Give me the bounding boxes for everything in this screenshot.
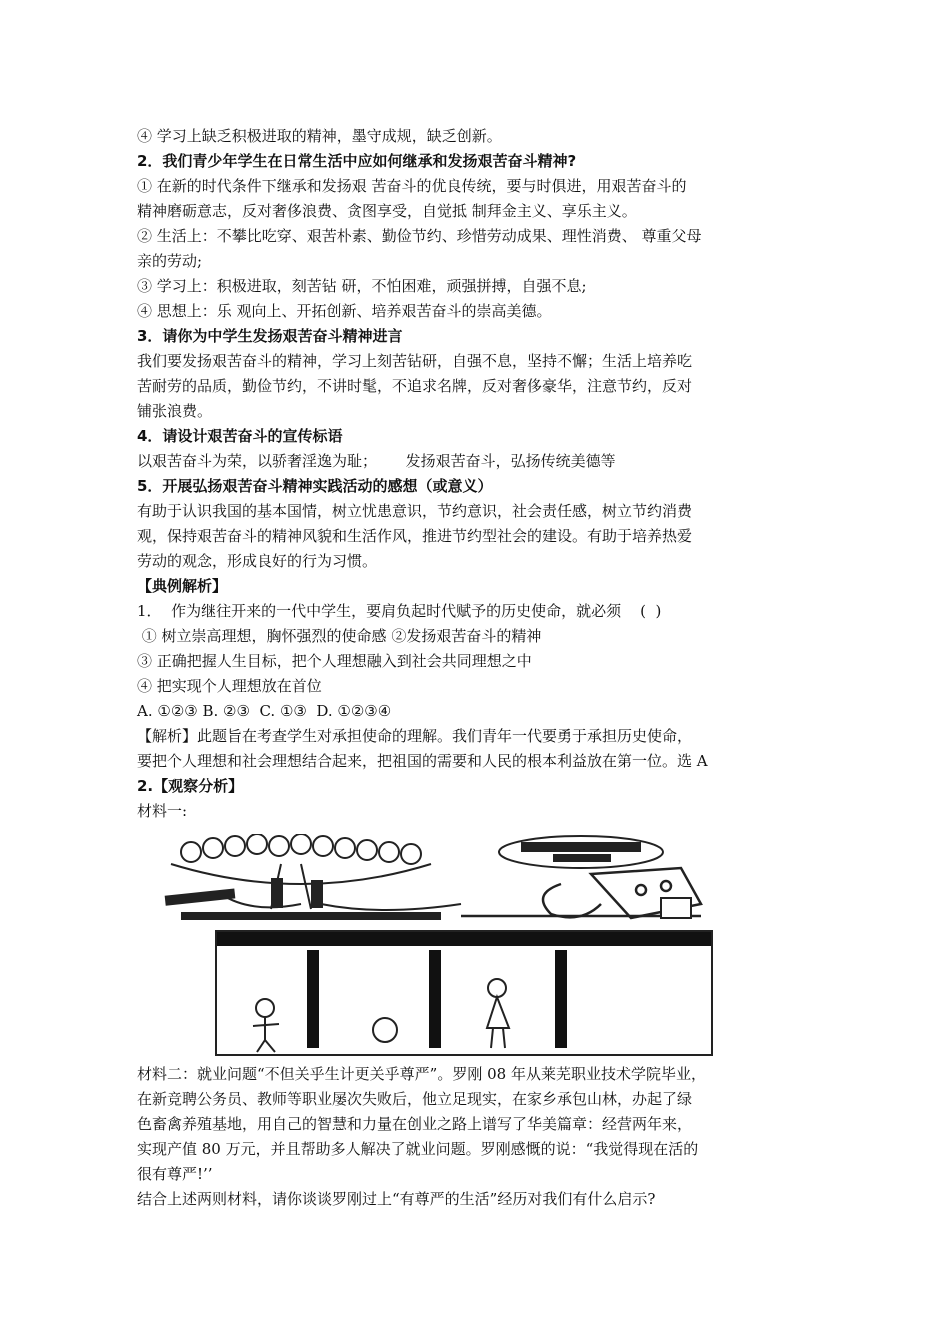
text-line: 我们要发扬艰苦奋斗的精神，学习上刻苦钻研，自强不息，坚持不懈；生活上培养吃 — [137, 352, 693, 370]
section-heading: 4．请设计艰苦奋斗的宣传标语 — [137, 427, 343, 445]
text-line: ④ 学习上缺乏积极进取的精神，墨守成规，缺乏创新。 — [137, 127, 502, 145]
section-heading: 【典例解析】 — [137, 577, 228, 595]
text-block-top — [137, 124, 817, 824]
cartoon-bottom-panel — [215, 930, 713, 1056]
text-line: 很有尊严!’’ — [137, 1165, 213, 1183]
text-block-bottom — [137, 1062, 817, 1212]
text-line: 铺张浪费。 — [137, 402, 213, 420]
cartoon-top-panel — [161, 834, 713, 926]
text-line: 以艰苦奋斗为荣，以骄奢淫逸为耻； 发扬艰苦奋斗，弘扬传统美德等 — [137, 452, 616, 470]
text-line: ③ 学习上：积极进取，刻苦钻 研，不怕困难，顽强拼搏，自强不息; — [137, 277, 587, 295]
text-line: 苦耐劳的品质，勤俭节约，不讲时髦，不追求名牌，反对奢侈豪华，注意节约，反对 — [137, 377, 693, 395]
text-line: ④ 思想上：乐 观向上、开拓创新、培养艰苦奋斗的崇高美德。 — [137, 302, 552, 320]
text-line: 有助于认识我国的基本国情，树立忧患意识，节约意识，社会责任感，树立节约消费 — [137, 502, 693, 520]
text-line: 材料一: — [137, 802, 188, 820]
text-line: 色畜禽养殖基地，用自己的智慧和力量在创业之路上谱写了华美篇章：经营两年来， — [137, 1115, 693, 1133]
text-line: ① 在新的时代条件下继承和发扬艰 苦奋斗的优良传统，要与时俱进，用艰苦奋斗的 — [137, 177, 687, 195]
text-line: 亲的劳动; — [137, 252, 203, 270]
text-line: 材料二：就业问题“不但关乎生计更关乎尊严”。罗刚 08 年从莱芜职业技术学院毕业， — [137, 1065, 706, 1083]
text-line: 精神磨砺意志，反对奢侈浪费、贪图享受，自觉抵 制拜金主义、享乐主义。 — [137, 202, 637, 220]
section-heading: 2．我们青少年学生在日常生活中应如何继承和发扬艰苦奋斗精神? — [137, 152, 577, 170]
section-heading: 2.【观察分析】 — [137, 777, 244, 795]
text-line: 1． 作为继往开来的一代中学生，要肩负起时代赋予的历史使命，就必须 ( ) — [137, 602, 662, 620]
text-line: 在新竞聘公务员、教师等职业屡次失败后，他立足现实，在家乡承包山林，办起了绿 — [137, 1090, 693, 1108]
cartoon-bottom-drawing — [217, 932, 711, 1054]
text-line: ④ 把实现个人理想放在首位 — [137, 677, 322, 695]
text-line: ① 树立崇高理想，胸怀强烈的使命感 ②发扬艰苦奋斗的精神 — [137, 627, 542, 645]
section-heading: 5．开展弘扬艰苦奋斗精神实践活动的感想（或意义） — [137, 477, 493, 495]
text-line: 劳动的观念，形成良好的行为习惯。 — [137, 552, 378, 570]
cartoon-figure — [161, 834, 713, 1056]
text-line: 结合上述两则材料，请你谈谈罗刚过上“有尊严的生活”经历对我们有什么启示? — [137, 1190, 656, 1208]
text-line: ③ 正确把握人生目标，把个人理想融入到社会共同理想之中 — [137, 652, 532, 670]
document-page — [137, 124, 817, 1212]
text-line: 要把个人理想和社会理想结合起来，把祖国的需要和人民的根本利益放在第一位。选 A — [137, 752, 708, 770]
text-line: A. ①②③ B. ②③ C. ①③ D. ①②③④ — [137, 702, 392, 720]
section-heading: 3．请你为中学生发扬艰苦奋斗精神进言 — [137, 327, 403, 345]
text-line: 【解析】此题旨在考查学生对承担使命的理解。我们青年一代要勇于承担历史使命， — [137, 727, 693, 745]
text-line: 实现产值 80 万元，并且帮助多人解决了就业问题。罗刚感慨的说：“我觉得现在活的 — [137, 1140, 699, 1158]
text-line: ② 生活上：不攀比吃穿、艰苦朴素、勤俭节约、珍惜劳动成果、理性消费、 尊重父母 — [137, 227, 702, 245]
text-line: 观，保持艰苦奋斗的精神风貌和生活作风，推进节约型社会的建设。有助于培养热爱 — [137, 527, 693, 545]
